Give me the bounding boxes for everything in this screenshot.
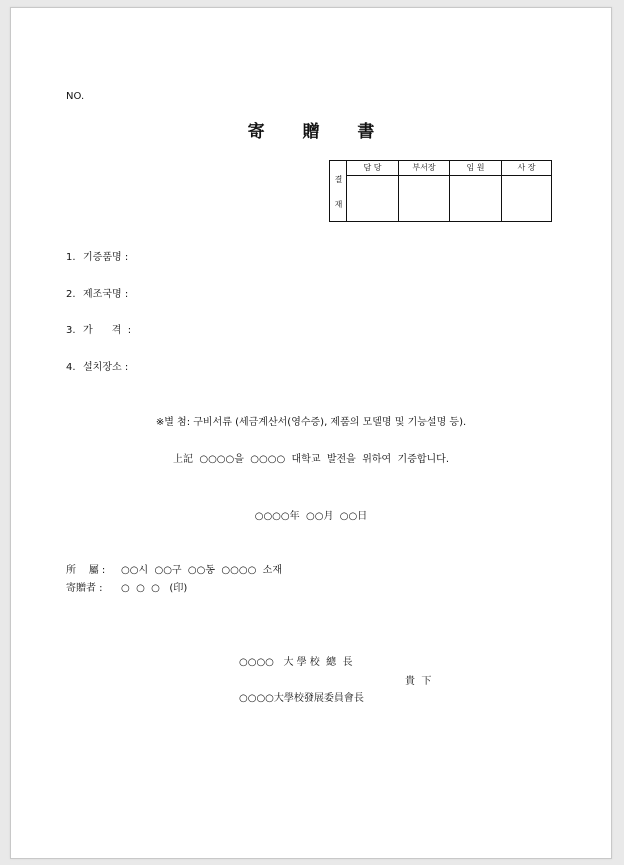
document-title — [11, 117, 611, 142]
approval-column — [450, 161, 502, 221]
field-price — [66, 321, 131, 336]
field-number: 4. — [66, 362, 76, 373]
approval-column — [502, 161, 551, 221]
donor-line — [66, 579, 187, 594]
recipient-president: ○○○○ 大 學 校 總 長 — [239, 657, 353, 668]
affiliation-label: 所 屬 : — [66, 565, 106, 576]
field-number: 2. — [66, 289, 76, 300]
approval-header: 부서장 — [399, 161, 449, 176]
approval-side-label-bottom: 재 — [334, 200, 343, 209]
approval-header: 담 당 — [347, 161, 398, 176]
field-number: 1. — [66, 252, 76, 263]
document-page — [10, 7, 612, 859]
recipient-committee: ○○○○大學校發展委員會長 — [239, 693, 364, 704]
approval-header: 임 원 — [450, 161, 501, 176]
field-item-name — [66, 248, 128, 263]
document-number-label: NO. — [66, 91, 85, 102]
field-label: 제조국명 : — [83, 289, 129, 300]
title-char: 書 — [357, 122, 375, 142]
approval-column — [347, 161, 399, 221]
affiliation-value: ○○시 ○○구 ○○동 ○○○○ 소재 — [121, 565, 282, 576]
field-location — [66, 358, 128, 373]
field-label: 기증품명 : — [83, 252, 129, 263]
donor-label: 寄贈者 : — [66, 583, 103, 594]
approval-side-label — [330, 161, 347, 221]
document-date: ○○○○年 ○○月 ○○日 — [254, 511, 368, 522]
approval-side-label-top: 결 — [334, 175, 343, 184]
affiliation-line — [66, 561, 282, 576]
donor-value: ○ ○ ○ (印) — [121, 583, 188, 594]
approval-header: 사 장 — [502, 161, 551, 176]
field-country — [66, 285, 128, 300]
donation-statement: 上記 ○○○○을 ○○○○ 대학교 발전을 위하여 기증합니다. — [172, 454, 450, 465]
attachment-note: ※별 첨: 구비서류 (세금계산서(영수증), 제품의 모델명 및 기능설명 등). — [155, 417, 467, 428]
field-number: 3. — [66, 325, 76, 336]
title-char: 寄 — [247, 122, 265, 142]
field-label: 가 격 : — [83, 325, 132, 336]
field-label: 설치장소 : — [83, 362, 129, 373]
approval-column — [399, 161, 450, 221]
approval-table — [329, 160, 552, 222]
recipient-honorific: 貴 下 — [405, 676, 432, 687]
title-char: 贈 — [302, 122, 320, 142]
